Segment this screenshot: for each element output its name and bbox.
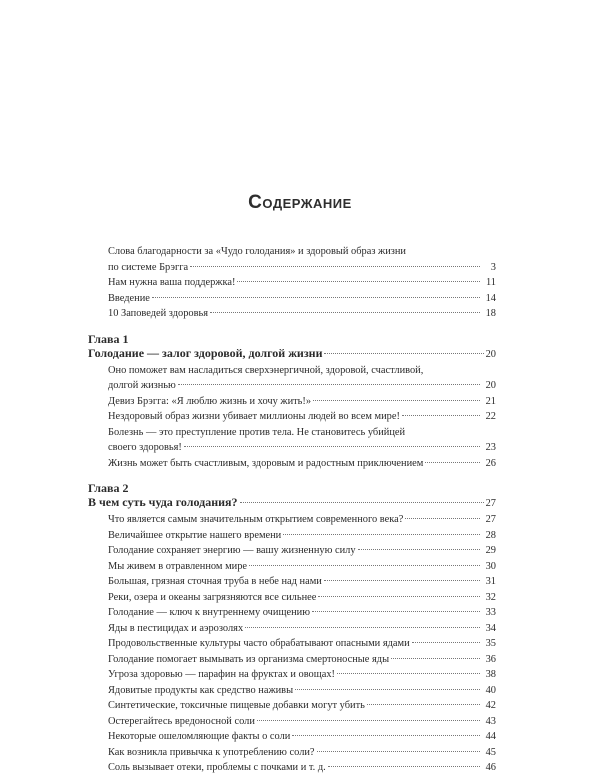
leader-dots bbox=[295, 689, 480, 690]
toc-entry[interactable] bbox=[88, 714, 496, 730]
leader-dots bbox=[367, 704, 480, 705]
toc-page-number: 32 bbox=[485, 591, 496, 603]
toc-entry-text: Некоторые ошеломляющие факты о соли bbox=[108, 731, 291, 742]
leader-dots bbox=[402, 415, 480, 416]
toc-page-number: 27 bbox=[485, 514, 496, 525]
toc-entry-text: Нездоровый образ жизни убивает миллионы людей во всем мире! bbox=[108, 411, 400, 422]
leader-dots bbox=[313, 400, 480, 401]
toc-page-number: 31 bbox=[485, 576, 496, 587]
toc-page-number: 38 bbox=[485, 669, 496, 680]
toc-entry-text: Оно поможет вам насладиться сверхэнергичной, здоровой, счастливой, bbox=[108, 364, 424, 376]
leader-dots bbox=[184, 446, 480, 447]
table-of-contents bbox=[88, 244, 496, 776]
leader-dots bbox=[425, 462, 480, 463]
toc-entry-text: Мы живем в отравленном мире bbox=[108, 560, 248, 572]
chapter-title[interactable] bbox=[88, 346, 496, 362]
toc-entry-text: по системе Брэгга bbox=[108, 261, 189, 273]
toc-page-number: 45 bbox=[485, 746, 496, 758]
toc-page-number: 29 bbox=[485, 545, 496, 556]
toc-entry[interactable] bbox=[88, 275, 496, 291]
toc-entry-text: Нам нужна ваша поддержка! bbox=[108, 277, 236, 288]
toc-entry[interactable] bbox=[88, 574, 496, 590]
toc-entry[interactable] bbox=[88, 456, 496, 472]
toc-page-number: 30 bbox=[485, 560, 496, 572]
chapter-title[interactable] bbox=[88, 495, 496, 511]
toc-page-number: 3 bbox=[490, 261, 496, 273]
toc-entry-text: Ядовитые продукты как средство наживы bbox=[108, 684, 294, 696]
toc-page-number: 42 bbox=[485, 700, 496, 711]
leader-dots bbox=[249, 565, 480, 566]
toc-entry[interactable] bbox=[88, 363, 496, 394]
leader-dots bbox=[358, 549, 480, 550]
toc-entry[interactable] bbox=[88, 745, 496, 761]
toc-entry[interactable] bbox=[88, 559, 496, 575]
toc-entry-text: Реки, озера и океаны загрязняются все сильнее bbox=[108, 591, 317, 603]
toc-entry[interactable] bbox=[88, 528, 496, 544]
toc-entry[interactable] bbox=[88, 291, 496, 307]
toc-entry[interactable] bbox=[88, 425, 496, 456]
toc-entry-text: 10 Заповедей здоровья bbox=[108, 308, 209, 319]
chapter-title-text: Голодание — залог здоровой, долгой жизни bbox=[88, 345, 323, 360]
toc-page-number: 33 bbox=[485, 607, 496, 618]
toc-entry[interactable] bbox=[88, 683, 496, 699]
leader-dots bbox=[405, 518, 480, 519]
toc-entry[interactable] bbox=[88, 543, 496, 559]
toc-page-number: 23 bbox=[485, 442, 496, 453]
leader-dots bbox=[210, 312, 480, 313]
toc-page-number: 20 bbox=[485, 348, 496, 360]
leader-dots bbox=[312, 611, 480, 612]
page-title: Содержание bbox=[248, 192, 352, 213]
toc-page-number: 22 bbox=[485, 411, 496, 422]
leader-dots bbox=[324, 353, 483, 354]
toc-entry-text: Что является самым значительным открытием современного века? bbox=[108, 514, 404, 525]
toc-page-number: 34 bbox=[485, 622, 496, 634]
toc-entry-text: Введение bbox=[108, 292, 150, 304]
toc-entry[interactable] bbox=[88, 394, 496, 410]
toc-page-number: 43 bbox=[485, 715, 496, 727]
leader-dots bbox=[152, 297, 480, 298]
toc-entry[interactable] bbox=[88, 605, 496, 621]
toc-entry-text: Голодание помогает вымывать из организма смертоносные яды bbox=[108, 653, 390, 665]
chapter-label: Глава 1 bbox=[88, 331, 129, 346]
chapter-title-text: В чем суть чуда голодания? bbox=[88, 495, 238, 509]
leader-dots bbox=[324, 580, 480, 581]
toc-page-number: 26 bbox=[485, 457, 496, 469]
toc-entry-text: Продовольственные культуры часто обрабатывают опасными ядами bbox=[108, 638, 410, 649]
leader-dots bbox=[245, 627, 480, 628]
toc-entry[interactable] bbox=[88, 636, 496, 652]
toc-page-number: 18 bbox=[485, 308, 496, 319]
leader-dots bbox=[412, 642, 480, 643]
toc-entry-text: Синтетические, токсичные пищевые добавки могут убить bbox=[108, 700, 365, 711]
toc-page-number: 21 bbox=[485, 395, 496, 407]
toc-page-number: 36 bbox=[485, 653, 496, 665]
leader-dots bbox=[292, 735, 480, 736]
toc-entry[interactable] bbox=[88, 409, 496, 425]
toc-entry-text: Голодание сохраняет энергию — вашу жизненную силу bbox=[108, 545, 356, 556]
toc-entry[interactable] bbox=[88, 244, 496, 275]
toc-entry-text: Слова благодарности за «Чудо голодания» и здоровый образ жизни bbox=[108, 246, 406, 257]
leader-dots bbox=[337, 673, 480, 674]
toc-entry-text: Яды в пестицидах и аэрозолях bbox=[108, 622, 244, 634]
toc-entry-text: своего здоровья! bbox=[108, 442, 182, 453]
toc-entry[interactable] bbox=[88, 590, 496, 606]
toc-entry-text: Большая, грязная сточная труба в небе над нами bbox=[108, 576, 322, 587]
toc-page-number: 44 bbox=[485, 731, 496, 742]
leader-dots bbox=[317, 751, 480, 752]
toc-entry-text: Голодание — ключ к внутреннему очищению bbox=[108, 607, 310, 618]
leader-dots bbox=[178, 384, 480, 385]
toc-entry[interactable] bbox=[88, 760, 496, 776]
toc-page-number: 40 bbox=[485, 684, 496, 696]
toc-entry-text: Девиз Брэгга: «Я люблю жизнь и хочу жить!» bbox=[108, 395, 312, 407]
toc-entry-text: Остерегайтесь вредоносной соли bbox=[108, 715, 255, 727]
toc-entry[interactable] bbox=[88, 667, 496, 683]
toc-entry-text: долгой жизнью bbox=[108, 380, 176, 391]
toc-page-number: 27 bbox=[485, 498, 496, 509]
toc-entry-text: Соль вызывает отеки, проблемы с почками и т. д. bbox=[108, 762, 326, 773]
toc-entry[interactable] bbox=[88, 729, 496, 745]
leader-dots bbox=[391, 658, 480, 659]
leader-dots bbox=[240, 502, 484, 503]
toc-entry[interactable] bbox=[88, 698, 496, 714]
toc-entry[interactable] bbox=[88, 621, 496, 637]
toc-page-number: 28 bbox=[485, 529, 496, 541]
leader-dots bbox=[328, 766, 480, 767]
toc-entry-text: Болезнь — это преступление против тела. Не становитесь убийцей bbox=[108, 426, 406, 438]
toc-page-number: 46 bbox=[485, 762, 496, 773]
leader-dots bbox=[257, 720, 480, 721]
toc-entry[interactable] bbox=[88, 512, 496, 528]
leader-dots bbox=[283, 534, 480, 535]
leader-dots bbox=[190, 266, 480, 267]
toc-entry-text: Величайшее открытие нашего времени bbox=[108, 529, 282, 541]
toc-page-number: 20 bbox=[485, 380, 496, 391]
chapter-label: Глава 2 bbox=[88, 481, 129, 495]
toc-entry-text: Угроза здоровью — парафин на фруктах и овощах! bbox=[108, 669, 336, 680]
toc-entry[interactable] bbox=[88, 652, 496, 668]
toc-page-number: 35 bbox=[485, 638, 496, 649]
leader-dots bbox=[318, 596, 480, 597]
leader-dots bbox=[237, 281, 480, 282]
toc-page-number: 11 bbox=[485, 277, 496, 288]
toc-entry-text: Жизнь может быть счастливым, здоровым и радостным приключением bbox=[108, 457, 424, 469]
toc-page-number: 14 bbox=[485, 292, 496, 304]
toc-entry-text: Как возникла привычка к употреблению соли? bbox=[108, 746, 315, 758]
toc-entry[interactable] bbox=[88, 306, 496, 322]
